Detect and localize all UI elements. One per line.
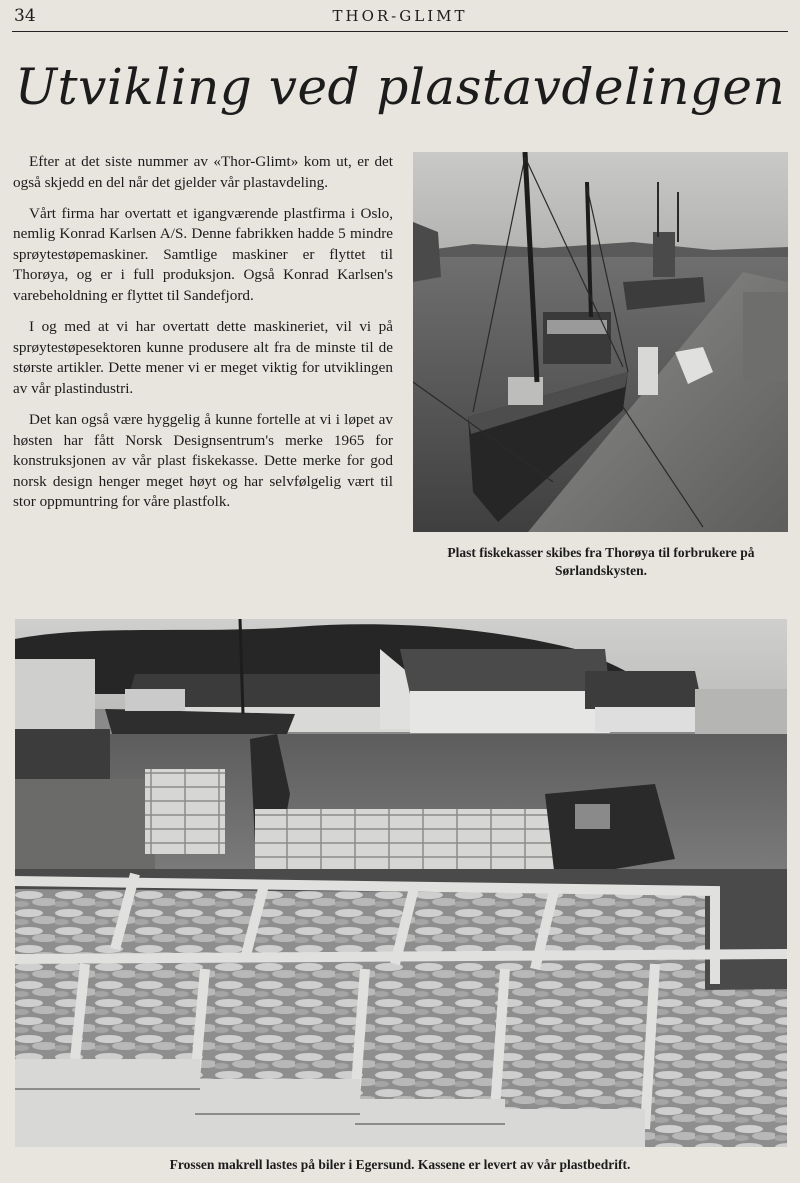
page-number: 34: [14, 6, 36, 26]
header-rule: [12, 31, 788, 32]
article-title: Utvikling ved plastavdelingen: [14, 58, 786, 116]
running-title: THOR-GLIMT: [332, 7, 468, 25]
harbor-photo-caption: Plast fiskekasser skibes fra Thorøya til forbrukere på Sørlandskysten.: [447, 545, 755, 578]
paragraph-1: Efter at det siste nummer av «Thor-Glimt» kom ut, er det også skjedd en del når det gjelder vår plastavdeling.: [13, 153, 393, 191]
paragraph-3: I og med at vi har overtatt dette maskineriet, vil vi på sprøytestøpesektoren kunne produsere alt fra de minste til de største artikler. Dette mener vi er meget viktig for utviklingen av vår plastindustri.: [13, 318, 393, 397]
article-body: [13, 152, 393, 524]
loading-photo-caption: Frossen makrell lastes på biler i Egersund. Kassene er levert av vår plastbedrift.: [169, 1157, 631, 1172]
loading-photo: [15, 619, 787, 1147]
paragraph-2: Vårt firma har overtatt et igangværende plastfirma i Oslo, nemlig Konrad Karlsen A/S. Denne fabrikken hadde 5 mindre sprøytestøpemaskiner. Samtlige maskiner er flyttet til Thorøya, og er i full produksjon. Også Konrad Karlsen's varebeholdning er flyttet til Sandefjord.: [13, 204, 393, 305]
paragraph-4: Det kan også være hyggelig å kunne fortelle at vi i løpet av høsten har fått Norsk Designsentrum's merke 1965 for konstruksjonen av vår plast fiskekasse. Dette merke for god norsk design henger meget høyt og har selvfølgelig vært til stor oppmuntring for våre plastfolk.: [13, 411, 393, 511]
harbor-photo: [413, 152, 788, 532]
